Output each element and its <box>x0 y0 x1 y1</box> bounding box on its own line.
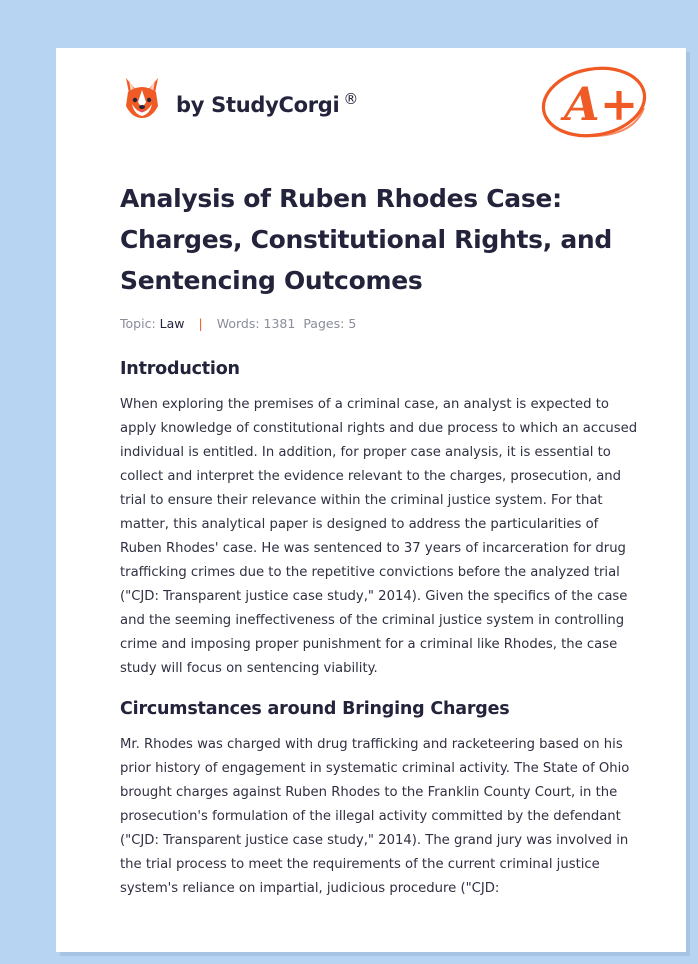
corgi-icon <box>122 76 162 120</box>
topic-link[interactable]: Law <box>159 316 185 331</box>
section-heading-circumstances: Circumstances around Bringing Charges <box>120 699 510 719</box>
grade-text: A+ <box>564 77 639 131</box>
pages-count: 5 <box>348 316 357 331</box>
section-text-introduction: When exploring the premises of a criminal case, an analyst is expected to apply knowledge of constitutional rights and due process to which an accused individual is entitled. In addition, for proper case analysis, it is essential to collect and interpret the evidence relevant to the charges, prosecution, and trial to ensure their relevance within the criminal justice system. For that matter, this analytical paper is designed to address the particularities of Ruben Rhodes' case. He was sentenced to 37 years of incarceration for drug trafficking crimes due to the repetitive convictions before the analyzed trial ("CJD: Transparent justice case study," 2014). Given the specifics of the case and the seeming ineffectiveness of the criminal justice system in controlling crime and imposing proper punishment for a criminal like Rhodes, the case study will focus on sentencing viability. <box>120 397 638 676</box>
article-meta <box>120 316 640 331</box>
topic-label: Topic: <box>120 316 156 331</box>
article <box>120 178 640 901</box>
page-title: Analysis of Ruben Rhodes Case: Charges, Constitutional Rights, and Sentencing Outcomes <box>120 184 612 295</box>
meta-separator: | <box>198 316 203 331</box>
studycorgi-logo[interactable] <box>122 76 358 120</box>
brand-name: by StudyCorgi ® <box>176 89 359 117</box>
words-label: Words: <box>216 316 260 331</box>
document-page <box>56 48 686 952</box>
pages-label: Pages: <box>303 316 345 331</box>
section-text-circumstances: Mr. Rhodes was charged with drug trafficking and racketeering based on his prior history of engagement in systematic criminal activity. The State of Ohio brought charges against Ruben Rhodes to the Franklin County Court, in the prosecution's formulation of the illegal activity committed by the defendant ("CJD: Transparent justice case study," 2014). The grand jury was involved in the trial process to meet the requirements of the current criminal justice system's reliance on impartial, judicious procedure ("CJD: <box>120 737 630 896</box>
registered-mark: ® <box>343 89 359 108</box>
words-count: 1381 <box>263 316 296 331</box>
a-plus-badge-icon <box>536 58 656 144</box>
section-heading-introduction: Introduction <box>120 359 240 379</box>
